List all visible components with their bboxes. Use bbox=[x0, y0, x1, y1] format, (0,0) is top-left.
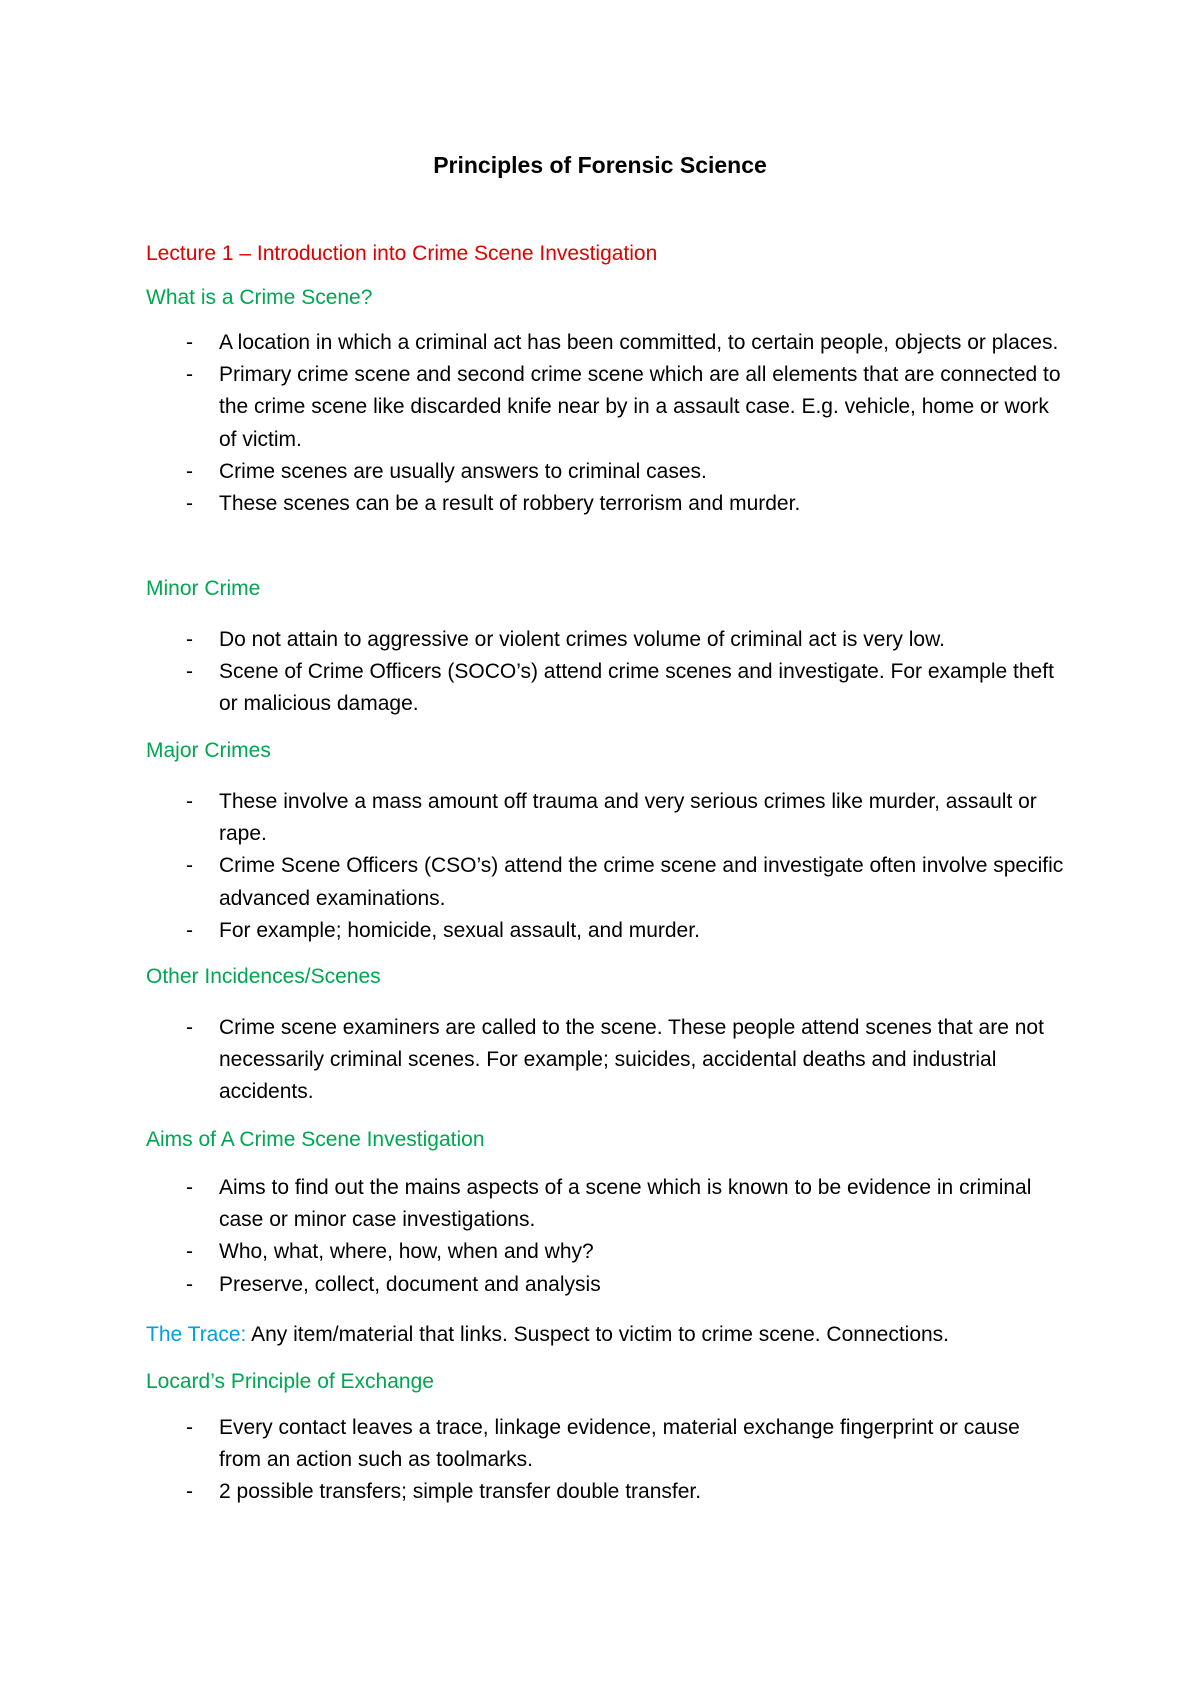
section-heading-locard: Locard’s Principle of Exchange bbox=[146, 1370, 434, 1393]
bullet-dash: - bbox=[186, 331, 193, 354]
list-item: - Every contact leaves a trace, linkage evidence, material exchange fingerprint or cause from an action such as toolmarks. bbox=[146, 1412, 1066, 1476]
bullet-dash: - bbox=[186, 1240, 193, 1264]
trace-paragraph bbox=[146, 1320, 949, 1350]
bullet-list-major-crimes bbox=[146, 786, 1066, 947]
bullet-dash: - bbox=[186, 363, 193, 387]
lecture-heading: Lecture 1 – Introduction into Crime Scene Investigation bbox=[146, 242, 658, 265]
section-heading-what-is-crime-scene: What is a Crime Scene? bbox=[146, 286, 373, 309]
bullet-dash: - bbox=[186, 1480, 193, 1504]
list-item: - For example; homicide, sexual assault, and murder. bbox=[146, 915, 1066, 947]
bullet-dash: - bbox=[186, 1272, 193, 1296]
section-heading-aims: Aims of A Crime Scene Investigation bbox=[146, 1128, 485, 1151]
section-heading-minor-crime: Minor Crime bbox=[146, 577, 261, 600]
document-title: Principles of Forensic Science bbox=[433, 152, 767, 178]
list-item: - 2 possible transfers; simple transfer double transfer. bbox=[146, 1476, 1066, 1508]
bullet-dash: - bbox=[186, 790, 193, 813]
bullet-dash: - bbox=[186, 854, 193, 878]
list-item: - A location in which a criminal act has been committed, to certain people, objects or places. bbox=[146, 327, 1066, 359]
section-heading-major-crimes: Major Crimes bbox=[146, 739, 271, 762]
bullet-dash: - bbox=[186, 459, 193, 483]
bullet-dash: - bbox=[186, 628, 193, 651]
trace-label: The Trace: bbox=[146, 1323, 247, 1346]
list-item: - Crime scenes are usually answers to criminal cases. bbox=[146, 456, 1066, 488]
list-item: - Scene of Crime Officers (SOCO’s) attend crime scenes and investigate. For example theft or malicious damage. bbox=[146, 656, 1066, 720]
list-item: - Crime Scene Officers (CSO’s) attend the crime scene and investigate often involve specific advanced examinations. bbox=[146, 850, 1066, 914]
bullet-dash: - bbox=[186, 492, 193, 516]
bullet-dash: - bbox=[186, 1016, 193, 1039]
list-item: - These scenes can be a result of robbery terrorism and murder. bbox=[146, 488, 1066, 520]
list-item: - Primary crime scene and second crime scene which are all elements that are connected to the crime scene like discarded knife near by in a assault case. E.g. vehicle, home or work of victim. bbox=[146, 359, 1066, 456]
list-item: - Aims to find out the mains aspects of a scene which is known to be evidence in criminal case or minor case investigations. bbox=[146, 1172, 1066, 1236]
list-item: - Preserve, collect, document and analysis bbox=[146, 1269, 1066, 1301]
bullet-dash: - bbox=[186, 660, 193, 684]
bullet-list-what-is-crime-scene bbox=[146, 327, 1066, 520]
trace-text: Any item/material that links. Suspect to victim to crime scene. Connections. bbox=[246, 1323, 950, 1346]
bullet-list-other-incidences bbox=[146, 1012, 1066, 1109]
list-item: - Who, what, where, how, when and why? bbox=[146, 1236, 1066, 1268]
list-item: - Do not attain to aggressive or violent crimes volume of criminal act is very low. bbox=[146, 624, 1066, 656]
list-item: - These involve a mass amount off trauma and very serious crimes like murder, assault or rape. bbox=[146, 786, 1066, 850]
bullet-dash: - bbox=[186, 1176, 193, 1199]
bullet-list-locard bbox=[146, 1412, 1066, 1509]
bullet-dash: - bbox=[186, 918, 193, 942]
bullet-list-aims bbox=[146, 1172, 1066, 1301]
list-item: - Crime scene examiners are called to the scene. These people attend scenes that are not necessarily criminal scenes. For example; suicides, accidental deaths and industrial accidents. bbox=[146, 1012, 1066, 1109]
section-heading-other-incidences: Other Incidences/Scenes bbox=[146, 965, 381, 988]
bullet-list-minor-crime bbox=[146, 624, 1066, 721]
bullet-dash: - bbox=[186, 1416, 193, 1439]
